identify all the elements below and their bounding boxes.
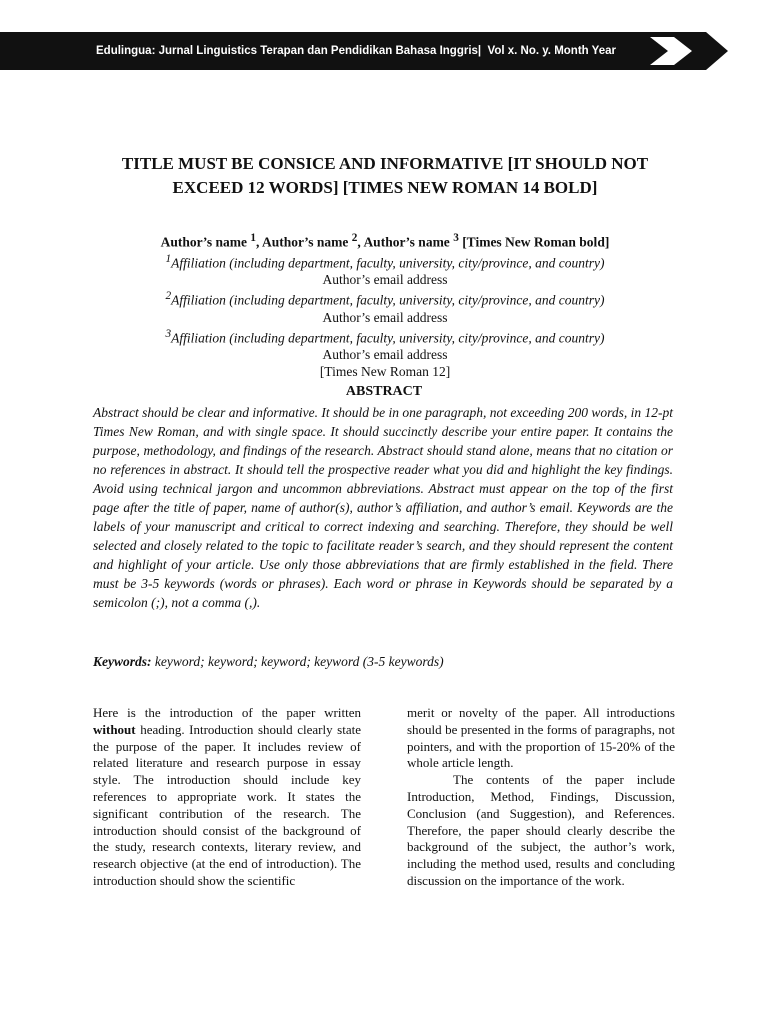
intro-paragraph-1 xyxy=(93,705,361,890)
author-3-sup: 3 xyxy=(453,232,459,244)
intro-paragraph-continued: merit or novelty of the paper. All introductions should be presented in the forms of paragraphs, not pointers, and with the proportion of 15-20% of the whole article length. xyxy=(407,705,675,771)
affiliation-3 xyxy=(80,326,690,347)
affiliation-2-text: Affiliation (including department, faculty, university, city/province, and country) xyxy=(171,292,605,308)
intro-text-b: heading. Introduction should clearly state the purpose of the paper. It includes review of related literature and research purpose in essay style. The introduction should include key references to appropriate work. It states the significant contribution of the research. The introduction should consist of the background of the study, research contexts, literary review, and research objective (at the end of introduction). The introduction should show the scientific xyxy=(93,721,361,888)
body-column-left xyxy=(93,705,361,890)
affiliation-1 xyxy=(80,251,690,272)
affiliation-font-note: [Times New Roman 12] xyxy=(319,364,451,379)
author-sep-2: , xyxy=(357,234,364,250)
keywords-line xyxy=(93,654,673,670)
abstract-heading: ABSTRACT xyxy=(345,384,423,399)
author-font-note: [Times New Roman bold] xyxy=(462,234,610,250)
author-1-email: Author’s email address xyxy=(322,272,448,287)
body-column-right xyxy=(407,705,675,890)
author-names xyxy=(80,230,690,251)
header-separator: | xyxy=(477,45,482,57)
contents-paragraph: The contents of the paper include Introduction, Method, Findings, Discussion, Conclusion (and Suggestion), and References. Therefore, the paper should clearly describe the background of the subject, the author’s work, including the method used, results and concluding discussion on the importance of the work. xyxy=(407,772,675,888)
journal-header-banner xyxy=(0,32,728,70)
author-3: Author’s name xyxy=(363,234,450,250)
affiliation-3-text: Affiliation (including department, faculty, university, city/province, and country) xyxy=(171,330,605,345)
author-sep-1: , xyxy=(256,234,263,250)
affiliation-2 xyxy=(80,288,690,309)
volume-info: Vol x. No. y. Month Year xyxy=(487,45,616,57)
author-1-sup: 1 xyxy=(250,232,257,244)
author-2-email: Author’s email address xyxy=(322,309,448,325)
affiliation-1-text: Affiliation (including department, faculty, university, city/province, and country) xyxy=(171,255,605,270)
title-line-1: TITLE MUST BE CONSICE AND INFORMATIVE [IT SHOULD NOT xyxy=(121,154,649,173)
affiliation-3-sup: 3 xyxy=(165,327,172,340)
paper-title xyxy=(90,152,680,200)
author-block xyxy=(80,230,690,380)
keywords-value: keyword; keyword; keyword; keyword (3-5 keywords) xyxy=(151,654,444,669)
author-2: Author’s name xyxy=(262,234,349,250)
author-3-email: Author’s email address xyxy=(322,347,448,362)
keywords-label: Keywords: xyxy=(93,654,152,669)
journal-header-text xyxy=(96,32,616,70)
author-1: Author’s name xyxy=(160,234,248,250)
intro-bold-without: without xyxy=(93,721,136,737)
title-line-2: EXCEED 12 WORDS] [TIMES NEW ROMAN 14 BOLD] xyxy=(172,178,598,197)
abstract-body: Abstract should be clear and informative. It should be in one paragraph, not exceeding 200 words, in 12-pt Times New Roman, and with single space. It should succinctly describe your entire paper. It contains the purpose, methodology, and findings of the research. Abstract should stand alone, means that no citation or no references in abstract. It should tell the prospective reader what you did and highlight the key findings. Avoid using technical jargon and uncommon abbreviations. Abstract must appear on the top of the first page after the title of paper, name of author(s), author’s affiliation, and author’s email. Keywords are the labels of your manuscript and critical to correct indexing and searching. Therefore, they should be well selected and closely related to the topic to facilitate reader’s search, and they should represent the content and highlight of your article. Use only those abbreviations that are firmly established in the field. There must be 3-5 keywords (words or phrases). Each word or phrase in Keywords should be separated by a semicolon (;), not a comma (,). xyxy=(93,405,673,610)
intro-text-a: Here is the introduction of the paper written xyxy=(93,705,361,720)
affiliation-2-sup: 2 xyxy=(165,290,172,302)
journal-name: Edulingua: Jurnal Linguistics Terapan dan Pendidikan Bahasa Inggris xyxy=(96,45,478,57)
affiliation-1-sup: 1 xyxy=(165,252,172,265)
author-2-sup: 2 xyxy=(351,232,358,244)
